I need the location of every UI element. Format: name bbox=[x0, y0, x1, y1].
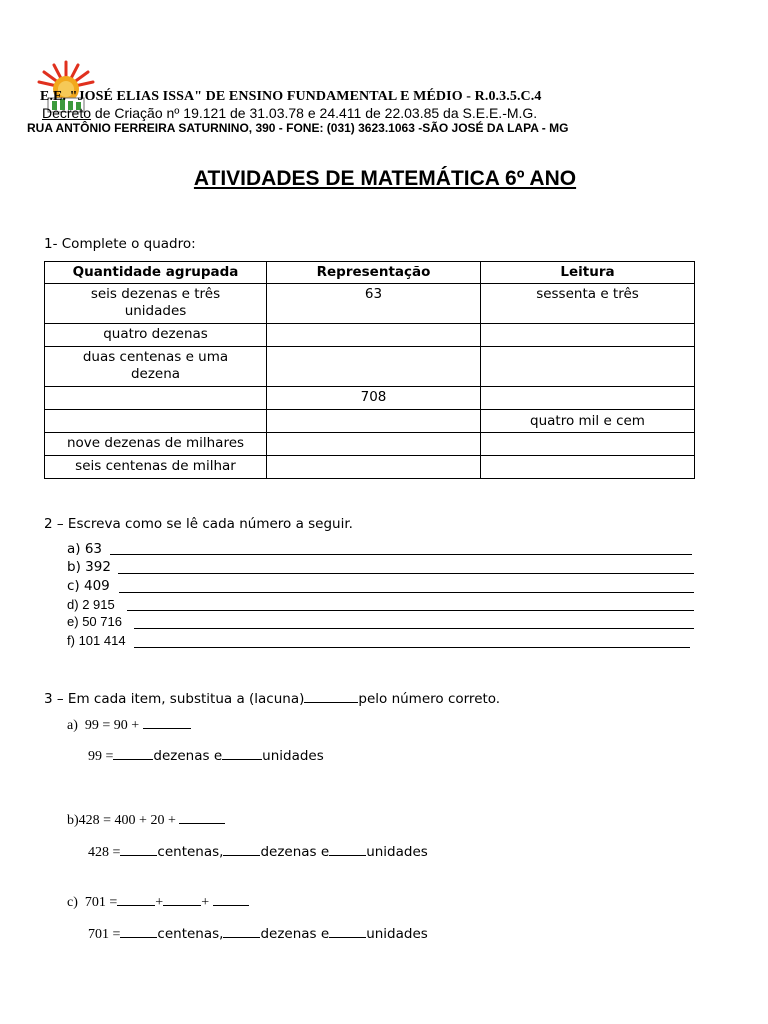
q3-prompt-end: pelo número correto. bbox=[358, 691, 501, 707]
blank-b-unidades[interactable] bbox=[329, 843, 366, 856]
decomp-prefix: 701 = bbox=[88, 927, 121, 942]
blank-b-eq[interactable] bbox=[179, 811, 225, 824]
q3-item-c-equation bbox=[67, 893, 249, 911]
table-row bbox=[45, 324, 695, 347]
item-number: 101 414 bbox=[78, 633, 126, 648]
cell-leitura[interactable]: sessenta e três bbox=[481, 284, 695, 324]
cell-leitura[interactable] bbox=[481, 456, 695, 479]
decree-word: Decreto bbox=[42, 105, 92, 121]
q2-item-d bbox=[67, 597, 115, 612]
page-title: ATIVIDADES DE MATEMÁTICA 6º ANO bbox=[193, 167, 577, 190]
word-unidades: unidades bbox=[366, 844, 428, 860]
answer-line-b[interactable] bbox=[118, 573, 694, 574]
item-number: 409 bbox=[84, 578, 110, 594]
table-row bbox=[45, 456, 695, 479]
item-letter: c) bbox=[67, 895, 78, 910]
q3-item-a-decomposition bbox=[88, 747, 324, 765]
q2-item-c bbox=[67, 578, 110, 594]
item-letter: f) bbox=[67, 633, 75, 648]
cell-representacao: 708 bbox=[267, 387, 481, 410]
cell-quantidade[interactable] bbox=[45, 410, 267, 433]
q3-item-c-decomposition bbox=[88, 925, 428, 943]
blank-b-dezenas[interactable] bbox=[223, 843, 260, 856]
cell-quantidade[interactable] bbox=[45, 387, 267, 410]
item-number: 63 bbox=[84, 541, 103, 557]
decree-text: de Criação nº 19.121 de 31.03.78 e 24.411 de 22.03.85 da S.E.E.-M.G. bbox=[91, 105, 538, 121]
cell-quantidade: duas centenas e uma dezena bbox=[45, 347, 267, 387]
blank-a-eq[interactable] bbox=[143, 716, 191, 729]
blank-c-unidades[interactable] bbox=[329, 925, 366, 938]
cell-leitura[interactable] bbox=[481, 347, 695, 387]
item-letter: d) bbox=[67, 597, 79, 612]
equation-prefix: 701 = bbox=[84, 895, 118, 910]
answer-line-f[interactable] bbox=[134, 647, 690, 648]
decomp-prefix: 99 = bbox=[88, 749, 114, 764]
q2-prompt: 2 – Escreva como se lê cada número a seguir. bbox=[44, 516, 353, 532]
q1-prompt: 1- Complete o quadro: bbox=[44, 236, 196, 252]
table-row bbox=[45, 433, 695, 456]
blank-a-unidades[interactable] bbox=[222, 747, 262, 760]
blank-b-centenas[interactable] bbox=[120, 843, 157, 856]
word-centenas: centenas, bbox=[157, 926, 224, 942]
cell-quantidade: quatro dezenas bbox=[45, 324, 267, 347]
item-number: 50 716 bbox=[82, 614, 122, 629]
blank-c-3[interactable] bbox=[213, 893, 249, 906]
col-header-representacao: Representação bbox=[267, 262, 481, 284]
table-row bbox=[45, 284, 695, 324]
q2-item-e bbox=[67, 614, 122, 629]
table-row bbox=[45, 387, 695, 410]
equation-text: 99 = 90 + bbox=[84, 718, 140, 733]
word-dezenas: dezenas e bbox=[260, 926, 330, 942]
cell-quantidade: seis centenas de milhar bbox=[45, 456, 267, 479]
cell-leitura[interactable] bbox=[481, 433, 695, 456]
table-row bbox=[45, 347, 695, 387]
q3-prompt-blank bbox=[304, 690, 358, 703]
cell-quantidade: seis dezenas e três unidades bbox=[45, 284, 267, 324]
blank-c-1[interactable] bbox=[117, 893, 155, 906]
cell-representacao[interactable] bbox=[267, 324, 481, 347]
word-dezenas: dezenas e bbox=[260, 844, 330, 860]
blank-c-centenas[interactable] bbox=[120, 925, 157, 938]
cell-representacao[interactable] bbox=[267, 347, 481, 387]
decree-line bbox=[42, 105, 537, 121]
school-name: E.E. "JOSÉ ELIAS ISSA" DE ENSINO FUNDAMENTAL E MÉDIO - R.0.3.5.C.4 bbox=[40, 89, 542, 104]
cell-representacao[interactable]: 63 bbox=[267, 284, 481, 324]
q2-item-f bbox=[67, 633, 126, 648]
word-unidades: unidades bbox=[366, 926, 428, 942]
col-header-quantidade: Quantidade agrupada bbox=[45, 262, 267, 284]
col-header-leitura: Leitura bbox=[481, 262, 695, 284]
word-dezenas: dezenas e bbox=[153, 748, 223, 764]
answer-line-c[interactable] bbox=[119, 592, 694, 593]
q3-item-b-equation bbox=[67, 811, 225, 829]
q3-item-a-equation bbox=[67, 716, 191, 734]
numbers-table bbox=[44, 261, 695, 479]
equation-text: b)428 = 400 + 20 + bbox=[67, 813, 176, 828]
cell-leitura[interactable] bbox=[481, 324, 695, 347]
item-letter: e) bbox=[67, 614, 79, 629]
cell-leitura[interactable] bbox=[481, 387, 695, 410]
cell-representacao[interactable] bbox=[267, 433, 481, 456]
cell-leitura: quatro mil e cem bbox=[481, 410, 695, 433]
table-header-row bbox=[45, 262, 695, 284]
decomp-prefix: 428 = bbox=[88, 845, 121, 860]
q3-prompt bbox=[44, 690, 500, 707]
cell-representacao[interactable] bbox=[267, 410, 481, 433]
answer-line-e[interactable] bbox=[134, 628, 694, 629]
word-centenas: centenas, bbox=[157, 844, 224, 860]
blank-c-2[interactable] bbox=[163, 893, 201, 906]
item-letter: a) bbox=[67, 718, 78, 733]
cell-representacao[interactable] bbox=[267, 456, 481, 479]
item-letter: a) bbox=[67, 541, 81, 557]
item-number: 392 bbox=[85, 559, 111, 575]
blank-a-dezenas[interactable] bbox=[113, 747, 153, 760]
item-number: 2 915 bbox=[82, 597, 115, 612]
q3-prompt-start: 3 – Em cada item, substitua a (lacuna) bbox=[44, 691, 305, 707]
cell-quantidade: nove dezenas de milhares bbox=[45, 433, 267, 456]
answer-line-a[interactable] bbox=[110, 554, 692, 555]
answer-line-d[interactable] bbox=[127, 610, 694, 611]
blank-c-dezenas[interactable] bbox=[223, 925, 260, 938]
table-row bbox=[45, 410, 695, 433]
plus-sign: + bbox=[155, 895, 164, 910]
q2-item-a bbox=[67, 541, 102, 557]
word-unidades: unidades bbox=[262, 748, 324, 764]
school-address: RUA ANTÔNIO FERREIRA SATURNINO, 390 - FONE: (031) 3623.1063 -SÃO JOSÉ DA LAPA - MG bbox=[27, 121, 569, 135]
item-letter: b) bbox=[67, 559, 81, 575]
item-letter: c) bbox=[67, 578, 80, 594]
plus-sign: + bbox=[201, 895, 210, 910]
q3-item-b-decomposition bbox=[88, 843, 428, 861]
q2-item-b bbox=[67, 559, 111, 575]
